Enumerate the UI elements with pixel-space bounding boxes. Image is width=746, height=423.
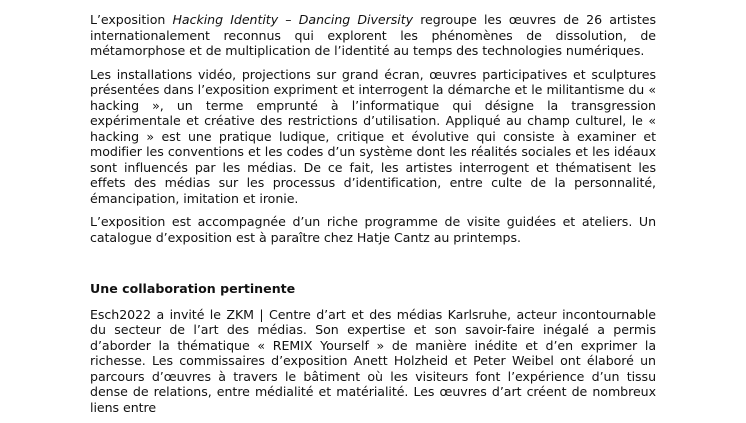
exhibition-title: Hacking Identity – Dancing Diversity: [172, 12, 413, 27]
section-heading: Une collaboration pertinente: [90, 281, 296, 296]
collaboration-paragraph: Esch2022 a invité le ZKM | Centre d’art et des médias Karlsruhe, acteur incontournable du secteur de l’art des médias. Son expertise et son savoir-faire inégalé a permis d’aborder la thématique « REMIX Yourself » de manière inédite et d’en exprimer la richesse. Les commissaires d’exposition Anett Holzheid et Peter Weibel ont élaboré un parcours d’œuvres à travers le bâtiment où les visiteurs font l’expérience d’un tissu dense de relations, entre médialité et matérialité. Les œuvres d’art créent de nombreux liens entre: [90, 306, 656, 415]
section-spacer: [90, 253, 656, 281]
program-paragraph: L’exposition est accompagnée d’un riche programme de visite guidées et ateliers. Un catalogue d’exposition est à paraître chez Hatje Cantz au printemps.: [90, 214, 656, 245]
intro-text-after: regroupe les œuvres de 26 artistes internationalement reconnus qui explorent les phénomènes de dissolution, de métamorphose et de multiplication de l’identité au temps des technologies numériques.: [90, 12, 656, 58]
document-body: [90, 12, 656, 423]
intro-paragraph: [90, 12, 656, 59]
installations-paragraph: Les installations vidéo, projections sur grand écran, œuvres participatives et sculptures présentées dans l’exposition expriment et interrogent la démarche et le militantisme du « hacking », un terme emprunté à l’informatique qui désigne la transgression expérimentale et créative des restrictions d’utilisation. Appliqué au champ culturel, le « hacking » est une pratique ludique, critique et évolutive qui consiste à examiner et modifier les conventions et les codes d’un système dont les réalités sociales et les idéaux sont influencés par les médias. De ce fait, les artistes interrogent et thématisent les effets des médias sur les processus d’identification, entre culte de la personnalité, émancipation, imitation et ironie.: [90, 66, 656, 206]
intro-text-before: L’exposition: [90, 12, 173, 27]
